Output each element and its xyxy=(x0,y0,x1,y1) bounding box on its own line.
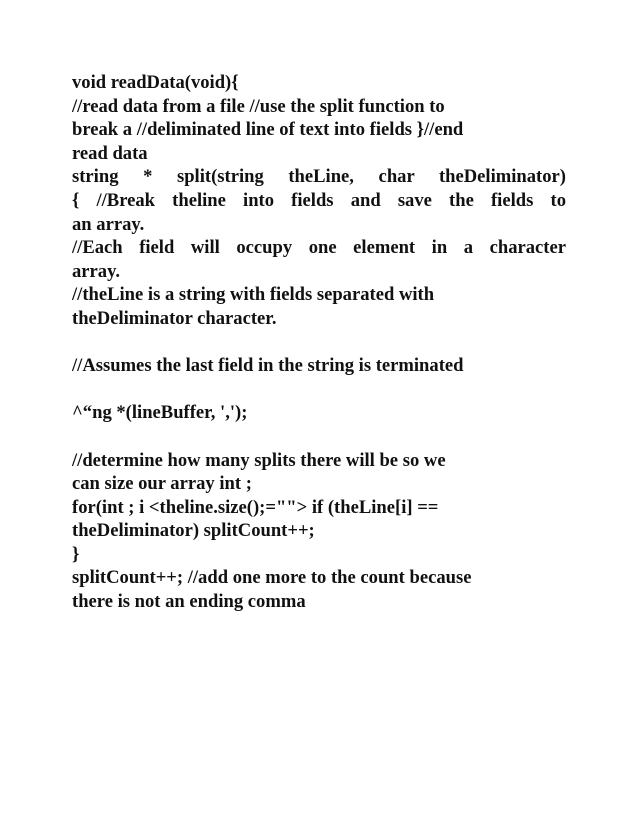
text-line: theDeliminator) splitCount++; xyxy=(72,520,315,542)
text-line: can size our array int ; xyxy=(72,473,252,495)
text-line: there is not an ending comma xyxy=(72,591,306,613)
text-line: break a //deliminated line of text into fields }//end xyxy=(72,119,464,141)
text-line: //read data from a file //use the split function to xyxy=(72,95,445,117)
text-line: splitCount++; //add one more to the count because xyxy=(72,567,472,589)
text-line: string * split(string theLine, char theDeliminator) xyxy=(72,166,566,188)
text-line: an array. xyxy=(72,213,145,235)
text-line: ^“ng *(lineBuffer, ','); xyxy=(72,402,248,424)
text-line: { //Break theline into fields and save the fields to xyxy=(72,189,566,211)
blank-line xyxy=(72,378,566,402)
text-line: void readData(void){ xyxy=(72,72,239,93)
code-text-block xyxy=(72,71,566,614)
text-line: //theLine is a string with fields separated with xyxy=(72,284,435,306)
text-line: theDeliminator character. xyxy=(72,307,277,329)
text-line: //Each field will occupy one element in a character xyxy=(72,237,566,259)
text-line: read data xyxy=(72,142,148,164)
blank-line xyxy=(72,425,566,449)
text-line: } xyxy=(72,543,80,565)
text-line: for(int ; i <theline.size();=""> if (theLine[i] == xyxy=(72,496,439,518)
text-line: //Assumes the last field in the string is terminated xyxy=(72,355,464,377)
blank-line xyxy=(72,331,566,355)
text-line: //determine how many splits there will be so we xyxy=(72,449,446,471)
text-line: array. xyxy=(72,260,121,282)
